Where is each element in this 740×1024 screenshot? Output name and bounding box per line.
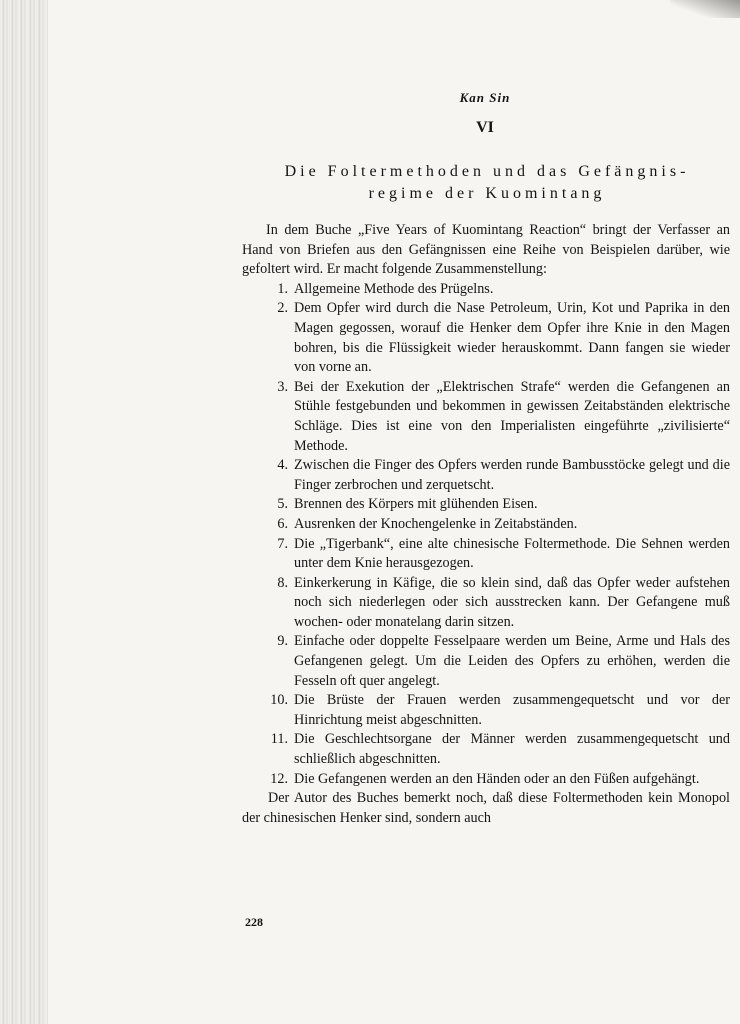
chapter-title [262, 161, 712, 205]
list-item [242, 730, 730, 769]
page-number: 228 [245, 915, 263, 929]
list-item-text: Die Geschlechtsorgane der Männer werden zusammengequetscht und schließlich abgeschnitten. [294, 731, 730, 768]
closing-paragraph: Der Autor des Buches bemerkt noch, daß diese Foltermethoden kein Monopol der chinesischen Henker sind, sondern auch [242, 790, 730, 826]
list-item [242, 632, 730, 691]
list-item-number: 9. [277, 633, 288, 650]
intro-paragraph: In dem Buche „Five Years of Kuomintang Reaction“ bringt der Verfasser an Hand von Briefen aus den Gefängnissen eine Reihe von Beispielen darüber, wie gefoltert wird. Er macht folgende Zusammenstellung: [242, 222, 730, 278]
list-item [242, 515, 730, 535]
list-item-number: 12. [270, 770, 288, 787]
list-item-text: Einkerkerung in Käfige, die so klein sind, daß das Opfer weder aufstehen noch sich niederlegen oder sich ausstrecken kann. Der Gefangene muß wochen- oder monatelang darin sitzen. [294, 574, 730, 630]
list-item [242, 280, 730, 300]
list-item-text: Ausrenken der Knochengelenke in Zeitabständen. [294, 515, 578, 532]
list-item-text: Brennen des Körpers mit glühenden Eisen. [294, 496, 538, 513]
list-item [242, 770, 730, 790]
chapter-number: VI [476, 119, 494, 136]
book-binding-gutter [0, 0, 48, 1024]
list-item-number: 7. [277, 535, 288, 552]
list-item-number: 10. [270, 692, 288, 709]
list-item [242, 378, 730, 456]
page-corner-shadow [670, 0, 740, 18]
list-item-text: Die „Tigerbank“, eine alte chinesische Foltermethode. Die Sehnen werden unter dem Knie herausgezogen. [294, 535, 730, 572]
torture-methods-list [242, 280, 730, 789]
chapter-title-line-1: Die Foltermethoden und das Gefängnis- [284, 163, 690, 180]
list-item-text: Die Gefangenen werden an den Händen oder an den Füßen aufgehängt. [294, 770, 700, 787]
chapter-title-line-2: regime der Kuomintang [368, 185, 606, 202]
list-item [242, 299, 730, 377]
list-item-text: Die Brüste der Frauen werden zusammengequetscht und vor der Hinrichtung meist abgeschnitten. [294, 692, 730, 728]
list-item [242, 691, 730, 730]
list-item-number: 8. [277, 574, 288, 591]
list-item [242, 535, 730, 574]
list-item [242, 456, 730, 495]
list-item-text: Bei der Exekution der „Elektrischen Strafe“ werden die Gefangenen an Stühle festgebunden und bekommen in gewissen Zeitabständen elektrische Schläge. Dies ist eine von den Imperialisten eingeführte „zivilisierte“ Methode. [294, 378, 730, 454]
list-item-text: Einfache oder doppelte Fesselpaare werden um Beine, Arme und Hals des Gefangenen gelegt. Um die Leiden des Opfers zu erhöhen, werden die Fesseln oft quer angelegt. [294, 633, 730, 689]
running-head: Kan Sin [459, 90, 511, 105]
list-item-number: 4. [277, 457, 288, 474]
body-text [242, 221, 730, 828]
list-item [242, 495, 730, 515]
list-item-number: 3. [277, 378, 288, 395]
list-item [242, 574, 730, 633]
list-item-number: 6. [277, 515, 288, 532]
list-item-number: 2. [277, 300, 288, 317]
list-item-text: Dem Opfer wird durch die Nase Petroleum, Urin, Kot und Paprika in den Magen gegossen, worauf die Henker dem Opfer ihre Knie in den Magen bohren, bis die Flüssigkeit wieder herauskommt. Dann fangen sie wieder von vorne an. [294, 300, 730, 376]
list-item-number: 1. [277, 280, 288, 297]
list-item-text: Allgemeine Methode des Prügelns. [294, 280, 494, 297]
list-item-number: 5. [277, 496, 288, 513]
list-item-number: 11. [270, 731, 288, 748]
list-item-text: Zwischen die Finger des Opfers werden runde Bambusstöcke gelegt und die Finger zerbrochen und zerquetscht. [294, 457, 730, 493]
